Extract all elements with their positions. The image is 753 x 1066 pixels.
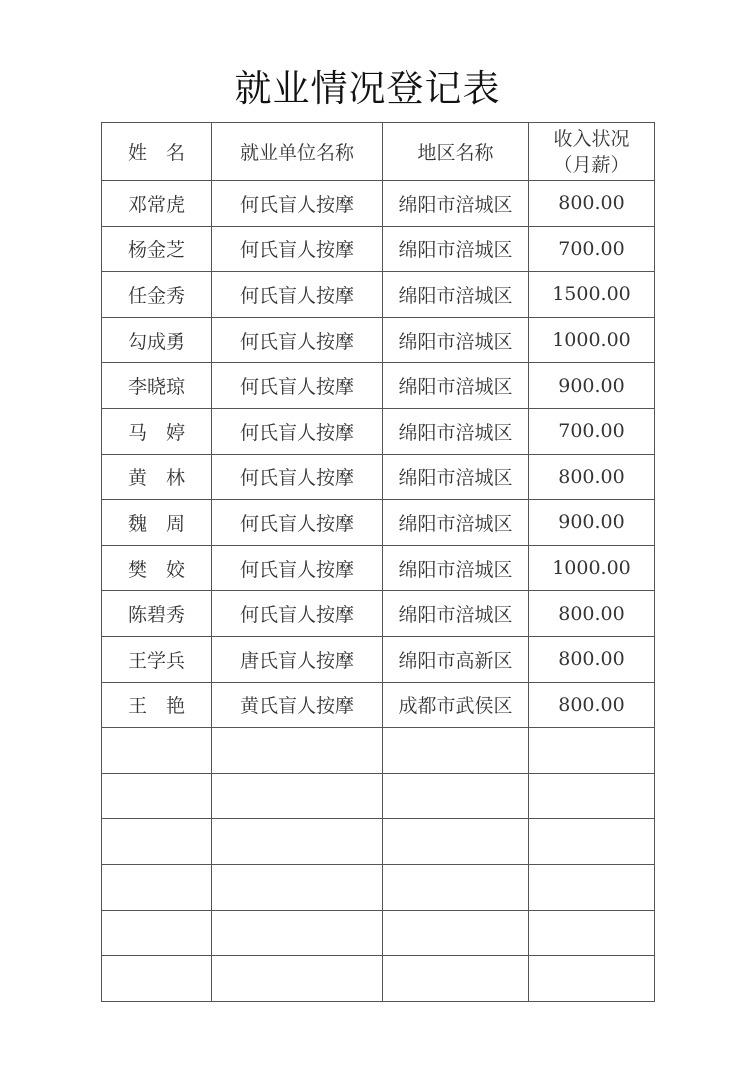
table-row [102, 636, 655, 682]
empty-cell [529, 728, 655, 774]
header-employer: 就业单位名称 [212, 123, 383, 181]
cell-income: 700.00 [529, 408, 655, 454]
cell-income: 700.00 [529, 226, 655, 272]
empty-cell [212, 864, 383, 910]
empty-cell [529, 773, 655, 819]
empty-cell [383, 864, 529, 910]
cell-employer: 何氏盲人按摩 [212, 408, 383, 454]
empty-cell [383, 910, 529, 956]
cell-income: 800.00 [529, 682, 655, 728]
cell-income: 800.00 [529, 636, 655, 682]
header-region: 地区名称 [383, 123, 529, 181]
page-title: 就业情况登记表 [234, 67, 501, 110]
cell-employer: 何氏盲人按摩 [212, 363, 383, 409]
cell-name: 任金秀 [102, 272, 212, 318]
table-row [102, 545, 655, 591]
table-row [102, 500, 655, 546]
empty-cell [383, 956, 529, 1002]
table-row [102, 454, 655, 500]
empty-cell [212, 728, 383, 774]
cell-region: 绵阳市涪城区 [383, 591, 529, 637]
header-income [529, 123, 655, 181]
empty-table-row [102, 956, 655, 1002]
cell-name: 邓常虎 [102, 181, 212, 227]
table-row [102, 363, 655, 409]
cell-income: 1000.00 [529, 317, 655, 363]
table-row [102, 591, 655, 637]
table-row [102, 226, 655, 272]
cell-region: 绵阳市涪城区 [383, 317, 529, 363]
table-row [102, 272, 655, 318]
empty-cell [102, 773, 212, 819]
cell-employer: 唐氏盲人按摩 [212, 636, 383, 682]
cell-employer: 黄氏盲人按摩 [212, 682, 383, 728]
empty-cell [383, 728, 529, 774]
cell-employer: 何氏盲人按摩 [212, 591, 383, 637]
cell-employer: 何氏盲人按摩 [212, 500, 383, 546]
empty-cell [102, 819, 212, 865]
empty-cell [102, 956, 212, 1002]
empty-cell [212, 773, 383, 819]
table-row [102, 682, 655, 728]
cell-region: 成都市武侯区 [383, 682, 529, 728]
cell-region: 绵阳市高新区 [383, 636, 529, 682]
cell-name: 黄 林 [102, 454, 212, 500]
cell-employer: 何氏盲人按摩 [212, 317, 383, 363]
cell-name: 樊 姣 [102, 545, 212, 591]
cell-employer: 何氏盲人按摩 [212, 545, 383, 591]
header-name: 姓 名 [102, 123, 212, 181]
empty-cell [383, 773, 529, 819]
cell-employer: 何氏盲人按摩 [212, 181, 383, 227]
empty-cell [529, 864, 655, 910]
cell-name: 杨金芝 [102, 226, 212, 272]
employment-register-table [101, 122, 655, 1002]
cell-income: 1500.00 [529, 272, 655, 318]
empty-table-row [102, 773, 655, 819]
cell-region: 绵阳市涪城区 [383, 545, 529, 591]
table-body [102, 181, 655, 1002]
empty-cell [212, 910, 383, 956]
empty-table-row [102, 864, 655, 910]
cell-name: 李晓琼 [102, 363, 212, 409]
empty-cell [102, 728, 212, 774]
empty-table-row [102, 910, 655, 956]
empty-cell [529, 819, 655, 865]
table-row [102, 181, 655, 227]
cell-name: 王 艳 [102, 682, 212, 728]
cell-income: 800.00 [529, 181, 655, 227]
cell-region: 绵阳市涪城区 [383, 226, 529, 272]
table-row [102, 317, 655, 363]
empty-table-row [102, 728, 655, 774]
cell-region: 绵阳市涪城区 [383, 500, 529, 546]
cell-name: 王学兵 [102, 636, 212, 682]
empty-cell [102, 864, 212, 910]
empty-cell [529, 956, 655, 1002]
cell-region: 绵阳市涪城区 [383, 181, 529, 227]
cell-income: 800.00 [529, 454, 655, 500]
empty-cell [102, 910, 212, 956]
cell-region: 绵阳市涪城区 [383, 363, 529, 409]
cell-employer: 何氏盲人按摩 [212, 454, 383, 500]
cell-name: 陈碧秀 [102, 591, 212, 637]
empty-cell [529, 910, 655, 956]
cell-income: 900.00 [529, 363, 655, 409]
cell-income: 1000.00 [529, 545, 655, 591]
header-income-line2: （月薪） [553, 153, 630, 176]
cell-region: 绵阳市涪城区 [383, 454, 529, 500]
table-header-row [102, 123, 655, 181]
header-income-line1: 收入状况 [553, 127, 630, 150]
cell-income: 800.00 [529, 591, 655, 637]
empty-cell [212, 819, 383, 865]
cell-name: 勾成勇 [102, 317, 212, 363]
cell-region: 绵阳市涪城区 [383, 408, 529, 454]
cell-name: 马 婷 [102, 408, 212, 454]
empty-cell [212, 956, 383, 1002]
empty-table-row [102, 819, 655, 865]
cell-region: 绵阳市涪城区 [383, 272, 529, 318]
table-row [102, 408, 655, 454]
cell-name: 魏 周 [102, 500, 212, 546]
cell-income: 900.00 [529, 500, 655, 546]
cell-employer: 何氏盲人按摩 [212, 272, 383, 318]
cell-employer: 何氏盲人按摩 [212, 226, 383, 272]
empty-cell [383, 819, 529, 865]
